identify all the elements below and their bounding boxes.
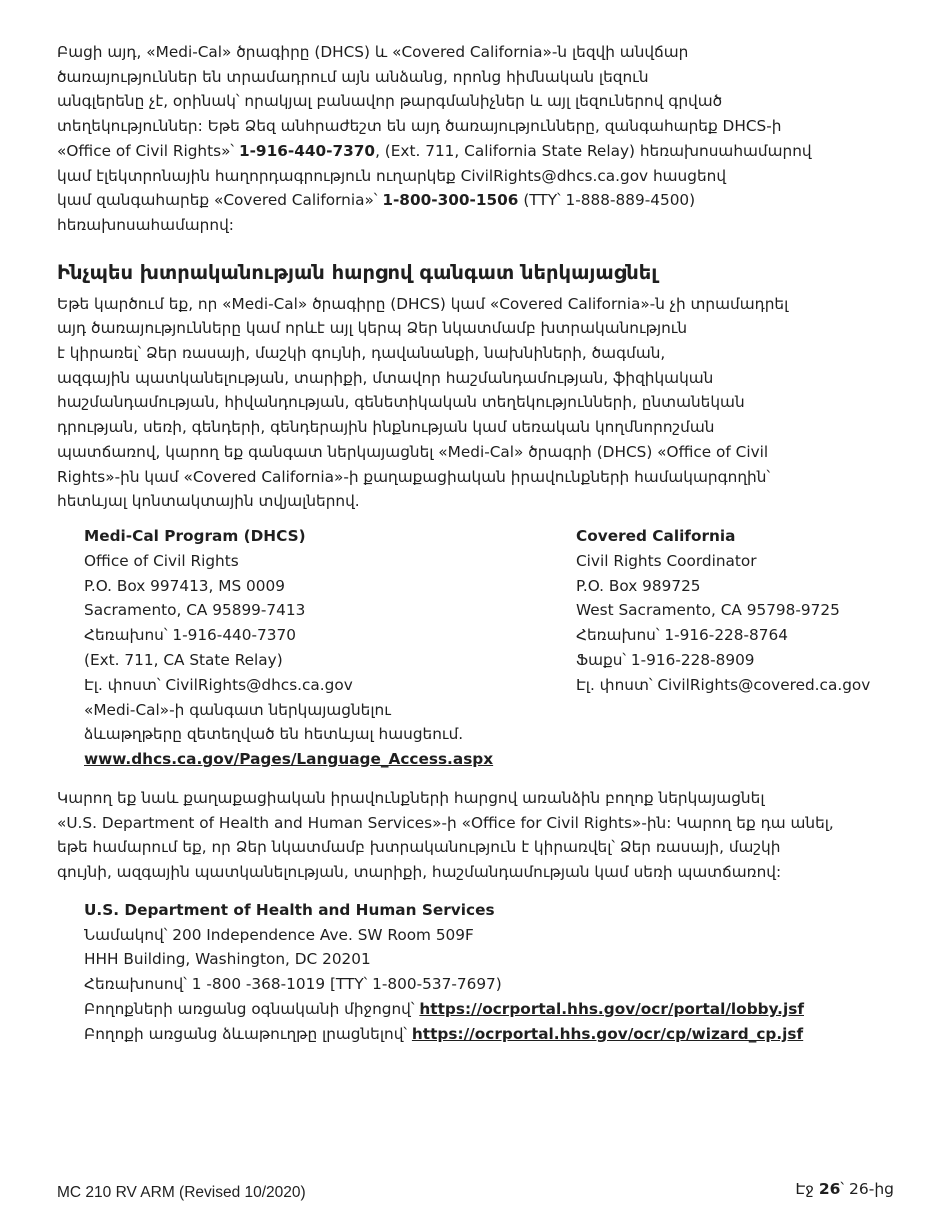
page-number — [795, 1180, 894, 1198]
text-segment: կամ զանգահարեք «Covered California»՝ — [57, 191, 383, 210]
text-segment: Բողոքի առցանց ձևաթուղթը լրացնելով՝ — [84, 1024, 412, 1043]
dhcs-language-access-link[interactable]: www.dhcs.ca.gov/Pages/Language_Access.aspx — [84, 750, 494, 769]
text-line: է կիրառել՝ Ձեր ռասայի, մաշկի գույնի, դավանանքի, նախնիների, ծագման, — [57, 344, 666, 363]
address-line: (Ext. 711, CA State Relay) — [84, 650, 283, 669]
text-line: «U.S. Department of Health and Human Services»-ի «Office for Civil Rights»-ին: Կարող եք դա անել, — [57, 813, 834, 832]
address-line: Էլ. փոստ՝ CivilRights@covered.ca.gov — [576, 675, 871, 694]
text-segment: , (Ext. 711, California State Relay) հեռախոսահամարով — [375, 141, 812, 160]
address-line: Հեռախոս՝ 1-916-440-7370 — [84, 626, 296, 645]
form-identifier: MC 210 RV ARM (Revised 10/2020) — [57, 1184, 306, 1201]
document-page — [57, 40, 902, 1047]
contact-columns — [57, 524, 902, 774]
hhs-title: U.S. Department of Health and Human Services — [84, 900, 495, 919]
text-line: պատճառով, կարող եք գանգատ ներկայացնել «Medi-Cal» ծրագրի (DHCS) «Office of Civil — [57, 442, 769, 461]
text-line: Rights»-ին կամ «Covered California»-ի քաղաքացիական իրավունքների համակարգողին՝ — [57, 467, 771, 486]
text-segment: «Office of Civil Rights»՝ — [57, 141, 239, 160]
dhcs-phone-number: 1-916-440-7370 — [238, 141, 376, 160]
text-line — [57, 188, 902, 213]
text-line: անգլերենը չէ, օրինակ՝ որակյալ բանավոր թարգմանիչներ և այլ լեզուներով գրված — [57, 92, 723, 111]
address-line: P.O. Box 989725 — [576, 576, 701, 595]
address-line: Civil Rights Coordinator — [576, 551, 757, 570]
address-line: Էլ. փոստ՝ CivilRights@dhcs.ca.gov — [84, 675, 353, 694]
text-line: դրության, սեռի, գենդերի, գենդերային ինքնության կամ սեռական կողմնորոշման — [57, 418, 715, 437]
address-line: HHH Building, Washington, DC 20201 — [84, 950, 371, 969]
text-line: հաշմանդամության, հիվանդության, գենետիկական տեղեկությունների, ընտանեկան — [57, 393, 745, 412]
ocr-portal-lobby-link[interactable]: https://ocrportal.hhs.gov/ocr/portal/lobby.jsf — [419, 999, 804, 1018]
hhs-address-block — [84, 898, 902, 1047]
text-line: կամ էլեկտրոնային հաղորդագրություն ուղարկեք CivilRights@dhcs.ca.gov հասցեով — [57, 166, 727, 185]
section-heading: Ինչպես խտրականության հարցով գանգատ ներկայացնել — [57, 260, 658, 284]
text-line: գույնի, ազգային պատկանելության, տարիքի, հաշմանդամության կամ սեռի պատճառով: — [57, 863, 782, 882]
address-line: «Medi-Cal»-ի գանգատ ներկայացնելու — [84, 700, 391, 719]
address-line: Ֆաքս՝ 1-916-228-8909 — [576, 650, 755, 669]
text-line: Կարող եք նաև քաղաքացիական իրավունքների հարցով առանձին բողոք ներկայացնել — [57, 788, 765, 807]
text-line: Եթե կարծում եք, որ «Medi-Cal» ծրագիրը (DHCS) կամ «Covered California»-ն չի տրամադրել — [57, 294, 789, 313]
text-line: հեռախոսահամարով: — [57, 215, 234, 234]
address-line — [84, 1022, 902, 1047]
text-line: Բացի այդ, «Medi-Cal» ծրագիրը (DHCS) և «Covered California»-ն լեզվի անվճար — [57, 43, 689, 61]
intro-paragraph — [57, 40, 902, 238]
text-segment: (TTY՝ 1-888-889-4500) — [518, 191, 696, 210]
address-line: Հեռախոսով՝ 1 -800 -368-1019 [TTY՝ 1-800-537-7697) — [84, 975, 502, 994]
complaint-paragraph — [57, 292, 902, 514]
text-segment: Բողոքների առցանց օգնականի միջոցով՝ — [84, 999, 420, 1018]
covered-title: Covered California — [576, 526, 736, 545]
text-line: հետևյալ կոնտակտային տվյալներով. — [57, 492, 360, 511]
address-line — [84, 997, 902, 1022]
text-line: ազգային պատկանելության, տարիքի, մտավոր հաշմանդամության, ֆիզիկական — [57, 368, 714, 387]
text-segment: ՝ 26-ից — [840, 1180, 894, 1198]
address-line: Նամակով՝ 200 Independence Ave. SW Room 509F — [84, 925, 474, 944]
address-line: Sacramento, CA 95899-7413 — [84, 601, 306, 620]
address-line: Հեռախոս՝ 1-916-228-8764 — [576, 626, 788, 645]
address-line: ձևաթղթերը զետեղված են հետևյալ հասցեում. — [84, 725, 464, 744]
covered-address-block — [576, 524, 870, 698]
dhcs-address-block — [84, 524, 493, 772]
text-line: տեղեկություններ: Եթե Ձեզ անհրաժեշտ են այդ ծառայությունները, զանգահարեք DHCS-ի — [57, 117, 782, 136]
text-segment: Էջ — [795, 1180, 819, 1198]
federal-paragraph — [57, 786, 902, 885]
address-line: P.O. Box 997413, MS 0009 — [84, 576, 285, 595]
covered-phone-number: 1-800-300-1506 — [382, 191, 519, 210]
dhcs-title: Medi-Cal Program (DHCS) — [84, 526, 306, 545]
text-line: այդ ծառայությունները կամ որևէ այլ կերպ Ձեր նկատմամբ խտրականություն — [57, 319, 688, 338]
text-line — [57, 139, 902, 164]
address-line: Office of Civil Rights — [84, 551, 239, 570]
text-line: եթե համարում եք, որ Ձեր նկատմամբ խտրականություն է կիրառվել՝ Ձեր ռասայի, մաշկի — [57, 838, 781, 857]
address-line: West Sacramento, CA 95798-9725 — [576, 601, 840, 620]
current-page: 26 — [818, 1180, 841, 1198]
ocr-complaint-wizard-link[interactable]: https://ocrportal.hhs.gov/ocr/cp/wizard_cp.jsf — [411, 1024, 804, 1043]
text-line: ծառայություններ են տրամադրում այն անձանց, որոնց հիմնական լեզուն — [57, 67, 649, 86]
